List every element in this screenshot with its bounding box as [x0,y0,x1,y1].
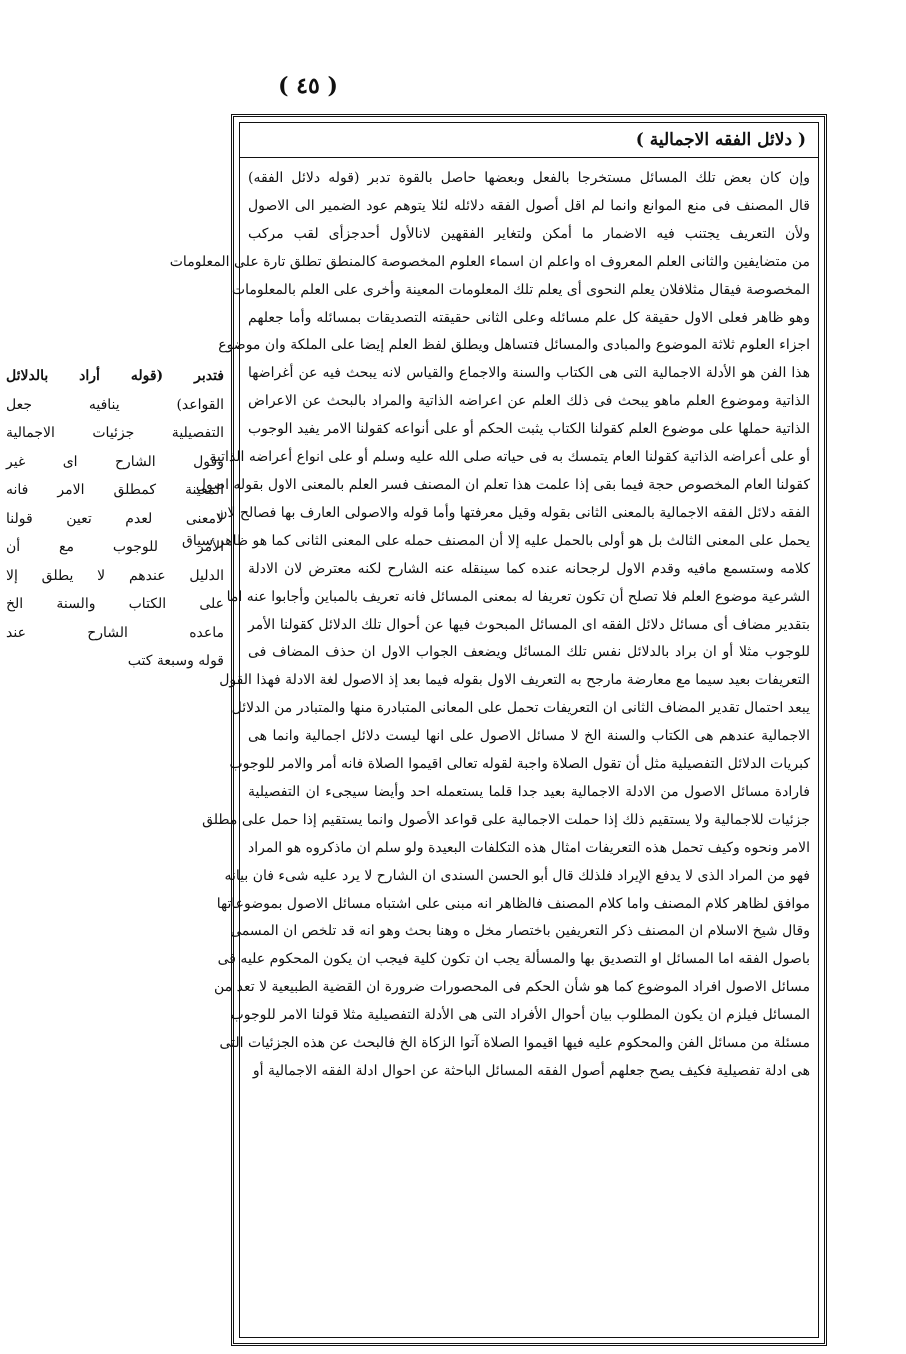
text-line: التعريفات بعيد سيما مع معارضة مارجح به التعريف الاول بقوله فيما بعد إذ الاصول لغة الادلة فهذا القول [219,672,810,689]
marginal-line: الأمر للوجوب مع أن [6,539,224,555]
marginal-line: ماعده الشارح عند [6,624,224,641]
text-line: الاجمالية عندهم هى الكتاب والسنة الخ لا مسائل الاصول على انها ليست دلائل اجمالية وانما هى [248,728,810,745]
text-line: موافق لظاهر كلام المصنف واما كلام المصنف فالظاهر انه مبنى على اشتباه مسائل الاصول بموضوعاتها [216,895,810,912]
page-number: ( ٤٥ ) [278,73,338,99]
text-line: هى ادلة تفصيلية فكيف يصح جعلهم أصول الفقه المسائل الباحثة عن احوال ادلة الفقه الاجمالية أو [252,1063,810,1079]
marginal-line: الدليل عندهم لا يطلق إلا [6,567,224,584]
marginal-line: لامعنى لعدم تعين قولنا [6,510,224,527]
text-line: وإن كان بعض تلك المسائل مستخرجا بالفعل وبعضها حاصل بالقوة تدبر (قوله دلائل الفقه) [248,170,810,186]
text-line: يحمل على المعنى الثالث بل هو أولى بالحمل عليه إلا أن المصنف حمله على المعنى الثانى كما هو ظاهر سياق [181,532,810,549]
text-line: للوجوب مثلا أو ان براد بالدلائل نفس تلك المسائل ويضعف الجواب الاول ان حذف المضاف فى [248,644,810,661]
text-line: الذاتية وموضوع العلم ماهو يبحث فى ذلك العلم عن اعراضه الذاتية والمراد بالبحث عن الاعراض [248,393,810,410]
text-line: أو على أعراضه الذاتية كقولنا العام يتمسك به فى حياته صلى الله عليه وسلم أو على انواع أعراضه الذاتية [209,449,810,466]
marginal-line: على الكتاب والسنة الخ [6,596,224,612]
marginal-line: وقول الشارح اى غير [6,453,224,470]
text-line: كبريات الدلائل التفصيلية مثل أن تقول الصلاة واجبة لقوله تعالى اقيموا الصلاة فانه أمر والامر للوجوب [229,756,810,773]
text-line: ولأن التعريف يجتنب فيه الاضمار ما أمكن ولتغاير الفقهين لانالأول أحدجزأى لقب مركب [248,225,810,242]
text-line: هذا الفن هو الأدلة الاجمالية التى هى الكتاب والسنة والاجماع والقياس لانه يبحث فيه عن أغراضها [248,365,810,382]
text-line: الامر ونحوه وكيف تحمل هذه التعريفات امثال هذه التكلفات البعيدة ولو سلم ان ماذكروه هو المراد [248,839,810,856]
text-line: الشرعية موضوع العلم فلا تصلح أن تكون تعريفا له بمعنى المسائل فانه تعريف بالمباين وأجابوا عنه اما [226,588,810,605]
text-line: يبعد احتمال تقدير المضاف الثانى ان التعريفات تحمل على المعانى المتبادرة منها والمتبادر من الدلائل [231,700,810,717]
marginal-line: التفصيلية جزئيات الاجمالية [6,425,224,441]
text-line: كلامه وستسمع مافيه وقدم الاول لرجحانه عنده كما سينقله عنه الشارح لكنه معترض لان الادلة [248,560,810,577]
text-line: وهو ظاهر فعلى الاول حقيقة كل علم مسائله وعلى الثانى حقيقته التصديقات بمسائله وأما جعلهم [248,309,810,326]
text-line: كقولنا العام المخصوص حجة فيما بقى إذا علمت هذا تعلم ان المصنف فسر العلم بالمعنى الاول بقوله اصول [195,476,810,493]
text-line: فارادة مسائل الاصول من الادلة الاجمالية بعيد جدا قلما يستعمله احد وأيضا سيجىء ان التفصيلية [248,783,810,800]
text-line: المسائل فيلزم ان يكون المطلوب بيان أحوال الأفراد التى هى الأدلة التفصيلية مثلا قولنا الامر للوجوب [230,1007,810,1024]
text-line: باصول الفقه اما المسائل او التصديق بها والمسألة يجب ان تكون كلية فيجب ان يكون المحكوم عليه فى [217,951,810,968]
text-line: اجزاء العلوم ثلاثة الموضوع والمبادى والمسائل فتساهل ويطلق لفظ العلم إيضا على الملكة وان موضوع [218,337,810,354]
text-line: الفقه دلائل الفقه الاجمالية بالمعنى الثانى بقوله وقيل معرفتها وأما قوله والاصولى العارف بها فصالح لان [217,504,810,521]
text-line: مسئلة من مسائل الفن والمحكوم عليه فيها اقيموا الصلاة آتوا الزكاة الخ فالبحث عن هذه الجزئيات التى [219,1035,810,1052]
text-line: مسائل الاصول افراد الموضوع كما هو شأن الحكم فى المحصورات ضرورة ان القضية الطبيعية لا تعد من [214,979,810,996]
header-box [240,123,818,158]
text-line: وقال شيخ الاسلام ان المصنف ذكر التعريفين باختصار مخل ه وهنا بحث وهو انه قد تلخص ان المسمى [230,923,810,940]
text-line: المخصوصة فيقال مثلافلان يعلم النحوى أى يعلم تلك المعلومات المعينة وأخرى على العلم بالمعلومات [231,281,810,298]
text-line: جزئيات للاجمالية ولا يستقيم ذلك إذا حملت الاجمالية على قواعد الأصول وانما يستقيم إذا حمل على مطلق [202,811,810,828]
marginal-line: فتدبر (قوله أراد بالدلائل [6,368,224,384]
text-line: فهو من المراد الذى لا يدفع الإيراد فلذلك قال أبو الحسن السندى ان الشارح لا يرد عليه شىء فان بيانه [224,867,810,884]
text-line: من متضايفين والثانى العلم المعروف اه واعلم ان اسماء العلوم المخصوصة كالمنطق تطلق تارة على المعلومات [169,253,810,270]
text-line: بتقدير مضاف أى مسائل دلائل الفقه اى المسائل المبحوث فيها عن أحوال تلك الدلائل كقولنا الأمر [248,616,810,633]
marginal-line: قوله وسبعة كتب [127,653,224,669]
text-line: قال المصنف فى منع الموانع وانما لم اقل أصول الفقه دلائله لئلا يتوهم عود الضمير الى الاصول [248,197,810,214]
marginal-note [6,362,224,676]
marginal-line: المعينة كمطلق الامر فانه [6,482,224,498]
marginal-line: القواعد) ينافيه جعل [6,396,224,413]
running-title: ( دلائل الفقه الاجمالية ) [635,130,806,150]
text-line: الذاتية حملها على موضوع العلم كقولنا الكتاب يثبت الحكم أو على أنواعه كقولنا الامر يفيد الوجوب [248,421,810,438]
